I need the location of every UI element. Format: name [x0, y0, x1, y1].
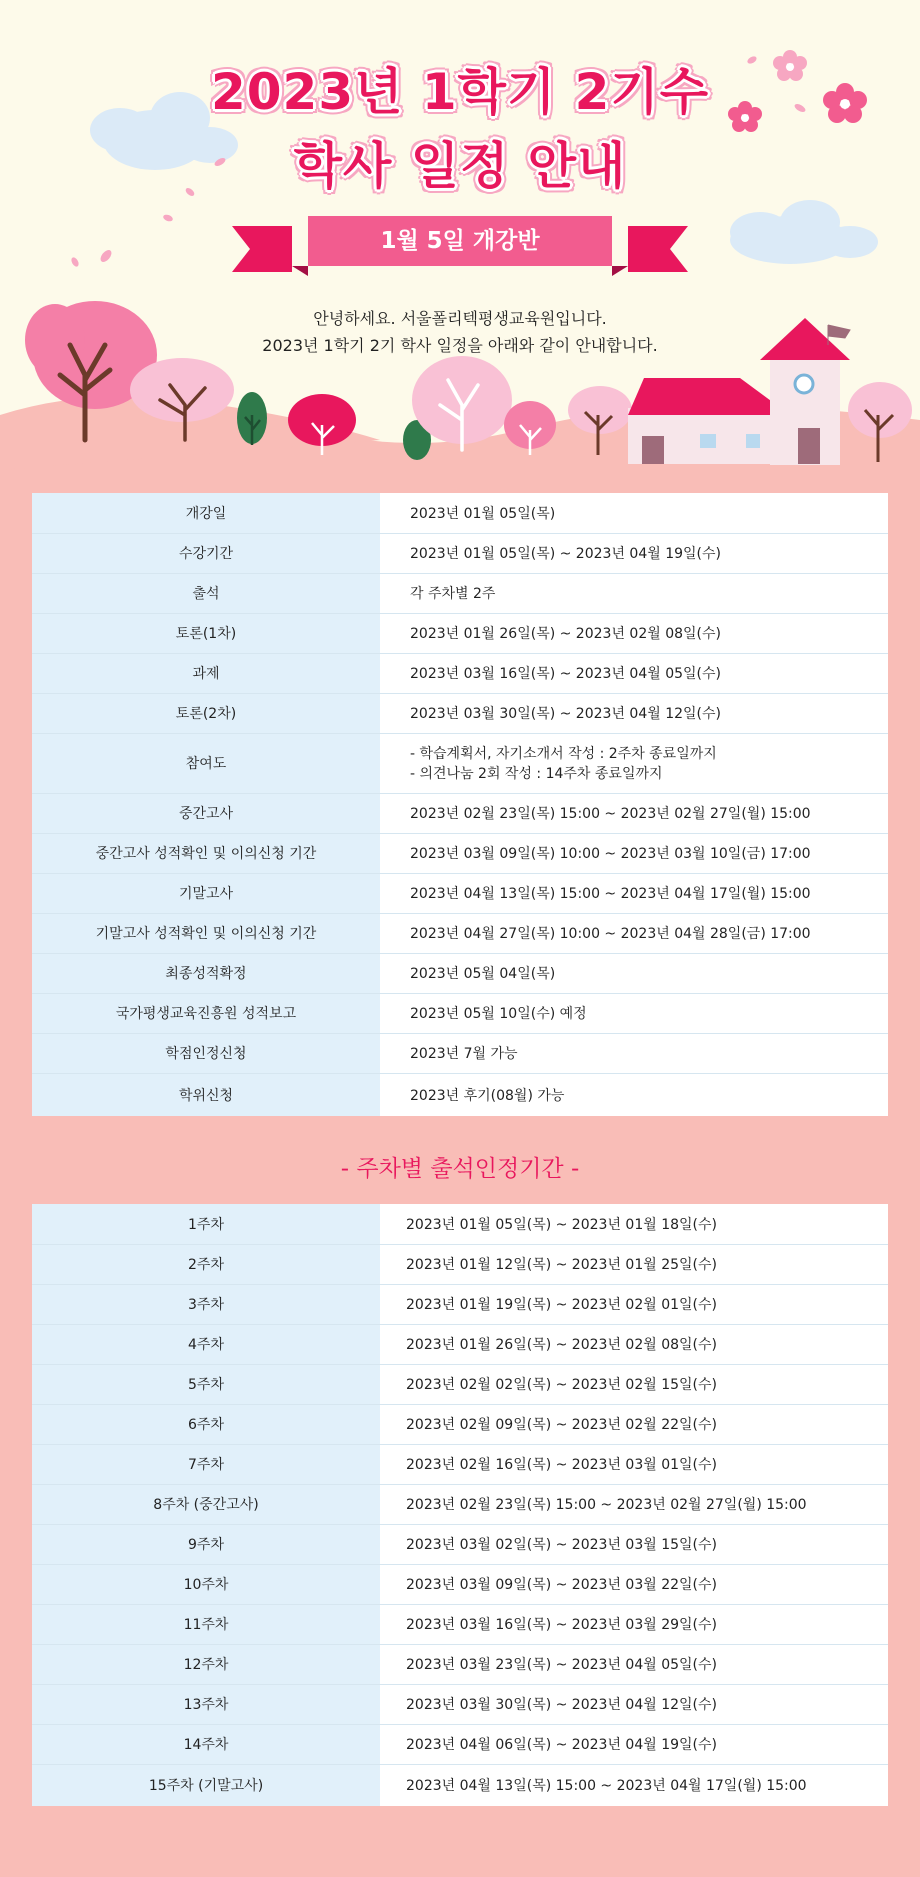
table-row [32, 1033, 888, 1073]
table-row [32, 913, 888, 953]
table-row [32, 1244, 888, 1284]
row-value: 2023년 02월 23일(목) 15:00 ~ 2023년 02월 27일(월) 15:00 [380, 1484, 888, 1524]
row-label: 개강일 [32, 493, 380, 533]
table-row [32, 953, 888, 993]
row-label: 토론(2차) [32, 693, 380, 733]
schedule-table [32, 493, 888, 1116]
row-value: 2023년 05월 10일(수) 예정 [380, 993, 888, 1033]
row-value: 2023년 01월 19일(목) ~ 2023년 02월 01일(수) [380, 1284, 888, 1324]
row-value: 2023년 02월 16일(목) ~ 2023년 03월 01일(수) [380, 1444, 888, 1484]
row-value: 2023년 01월 12일(목) ~ 2023년 01월 25일(수) [380, 1244, 888, 1284]
page-title-line1: 2023년 1학기 2기수 [210, 63, 710, 121]
ribbon-label: 1월 5일 개강반 [380, 228, 540, 254]
row-value: 2023년 01월 05일(목) ~ 2023년 04월 19일(수) [380, 533, 888, 573]
table-row [32, 1404, 888, 1444]
row-label: 중간고사 [32, 793, 380, 833]
row-value: 2023년 04월 27일(목) 10:00 ~ 2023년 04월 28일(금) 17:00 [380, 913, 888, 953]
row-label: 출석 [32, 573, 380, 613]
row-label: 15주차 (기말고사) [32, 1764, 380, 1806]
attendance-table [32, 1204, 888, 1806]
row-value: 2023년 03월 30일(목) ~ 2023년 04월 12일(수) [380, 1684, 888, 1724]
row-label: 참여도 [32, 733, 380, 793]
row-label: 과제 [32, 653, 380, 693]
row-label: 수강기간 [32, 533, 380, 573]
row-value: 2023년 04월 13일(목) 15:00 ~ 2023년 04월 17일(월) 15:00 [406, 1778, 807, 1795]
table-row [32, 1564, 888, 1604]
row-label: 6주차 [32, 1404, 380, 1444]
table-row [32, 1444, 888, 1484]
hero-banner [0, 0, 920, 470]
row-value: 2023년 03월 09일(목) 10:00 ~ 2023년 03월 10일(금) 17:00 [380, 833, 888, 873]
row-label: 국가평생교육진흥원 성적보고 [32, 993, 380, 1033]
table-row [32, 1644, 888, 1684]
row-value: 2023년 01월 26일(목) ~ 2023년 02월 08일(수) [380, 613, 888, 653]
table-row [32, 873, 888, 913]
table-row [32, 1684, 888, 1724]
row-label: 5주차 [32, 1364, 380, 1404]
row-label: 2주차 [32, 1244, 380, 1284]
row-label: 학위신청 [32, 1073, 380, 1116]
row-label: 12주차 [32, 1644, 380, 1684]
attendance-section-title: - 주차별 출석인정기간 - [340, 1156, 580, 1182]
row-label: 최종성적확정 [32, 953, 380, 993]
row-value: 2023년 02월 23일(목) 15:00 ~ 2023년 02월 27일(월) 15:00 [380, 793, 888, 833]
row-value: 2023년 01월 26일(목) ~ 2023년 02월 08일(수) [380, 1324, 888, 1364]
row-value: 2023년 7월 가능 [380, 1033, 888, 1073]
row-value: 각 주차별 2주 [380, 573, 888, 613]
row-value: 2023년 후기(08월) 가능 [410, 1087, 565, 1104]
table-row [32, 653, 888, 693]
row-value: 2023년 01월 05일(목) ~ 2023년 01월 18일(수) [380, 1204, 888, 1244]
table-row [32, 693, 888, 733]
table-row [32, 793, 888, 833]
table-row [32, 1073, 888, 1116]
row-label: 기말고사 성적확인 및 이의신청 기간 [32, 913, 380, 953]
row-value-line2: - 의견나눔 2회 작성 : 14주차 종료일까지 [410, 766, 663, 782]
row-value [380, 733, 888, 793]
cloud-right [730, 200, 878, 264]
table-row [32, 1324, 888, 1364]
row-value: 2023년 03월 16일(목) ~ 2023년 04월 05일(수) [380, 653, 888, 693]
row-value: 2023년 05월 04일(목) [380, 953, 888, 993]
table-row [32, 1484, 888, 1524]
row-label: 13주차 [32, 1684, 380, 1724]
row-label: 3주차 [32, 1284, 380, 1324]
row-label: 11주차 [32, 1604, 380, 1644]
row-label: 중간고사 성적확인 및 이의신청 기간 [32, 833, 380, 873]
row-label: 7주차 [32, 1444, 380, 1484]
row-value: 2023년 01월 05일(목) [380, 493, 888, 533]
row-label: 학점인정신청 [32, 1033, 380, 1073]
row-label: 10주차 [32, 1564, 380, 1604]
table-row [32, 1524, 888, 1564]
table-row [32, 1724, 888, 1764]
row-value: 2023년 03월 09일(목) ~ 2023년 03월 22일(수) [380, 1564, 888, 1604]
page-title-line2: 학사 일정 안내 [293, 137, 627, 195]
table-row [32, 733, 888, 793]
row-label: 토론(1차) [32, 613, 380, 653]
table-row [32, 573, 888, 613]
row-value: 2023년 03월 23일(목) ~ 2023년 04월 05일(수) [380, 1644, 888, 1684]
row-label: 8주차 (중간고사) [32, 1484, 380, 1524]
intro-text-line2: 2023년 1학기 2기 학사 일정을 아래와 같이 안내합니다. [262, 336, 658, 355]
table-row [32, 533, 888, 573]
table-row [32, 493, 888, 533]
row-label: 1주차 [32, 1204, 380, 1244]
row-value: 2023년 03월 30일(목) ~ 2023년 04월 12일(수) [380, 693, 888, 733]
row-value: 2023년 03월 16일(목) ~ 2023년 03월 29일(수) [380, 1604, 888, 1644]
table-row [32, 993, 888, 1033]
row-label: 9주차 [32, 1524, 380, 1564]
row-value: 2023년 03월 02일(목) ~ 2023년 03월 15일(수) [380, 1524, 888, 1564]
row-label: 4주차 [32, 1324, 380, 1364]
row-value: 2023년 04월 06일(목) ~ 2023년 04월 19일(수) [380, 1724, 888, 1764]
table-row [32, 1204, 888, 1244]
row-label: 기말고사 [32, 873, 380, 913]
row-value: 2023년 04월 13일(목) 15:00 ~ 2023년 04월 17일(월) 15:00 [380, 873, 888, 913]
table-row [32, 1284, 888, 1324]
row-value: 2023년 02월 02일(목) ~ 2023년 02월 15일(수) [380, 1364, 888, 1404]
row-label: 14주차 [32, 1724, 380, 1764]
table-row [32, 833, 888, 873]
row-value: 2023년 02월 09일(목) ~ 2023년 02월 22일(수) [380, 1404, 888, 1444]
table-row [32, 1364, 888, 1404]
intro-text-line1: 안녕하세요. 서울폴리텍평생교육원입니다. [313, 309, 607, 328]
table-row [32, 613, 888, 653]
table-row [32, 1764, 888, 1806]
row-value-line1: - 학습계획서, 자기소개서 작성 : 2주차 종료일까지 [410, 746, 717, 762]
table-row [32, 1604, 888, 1644]
